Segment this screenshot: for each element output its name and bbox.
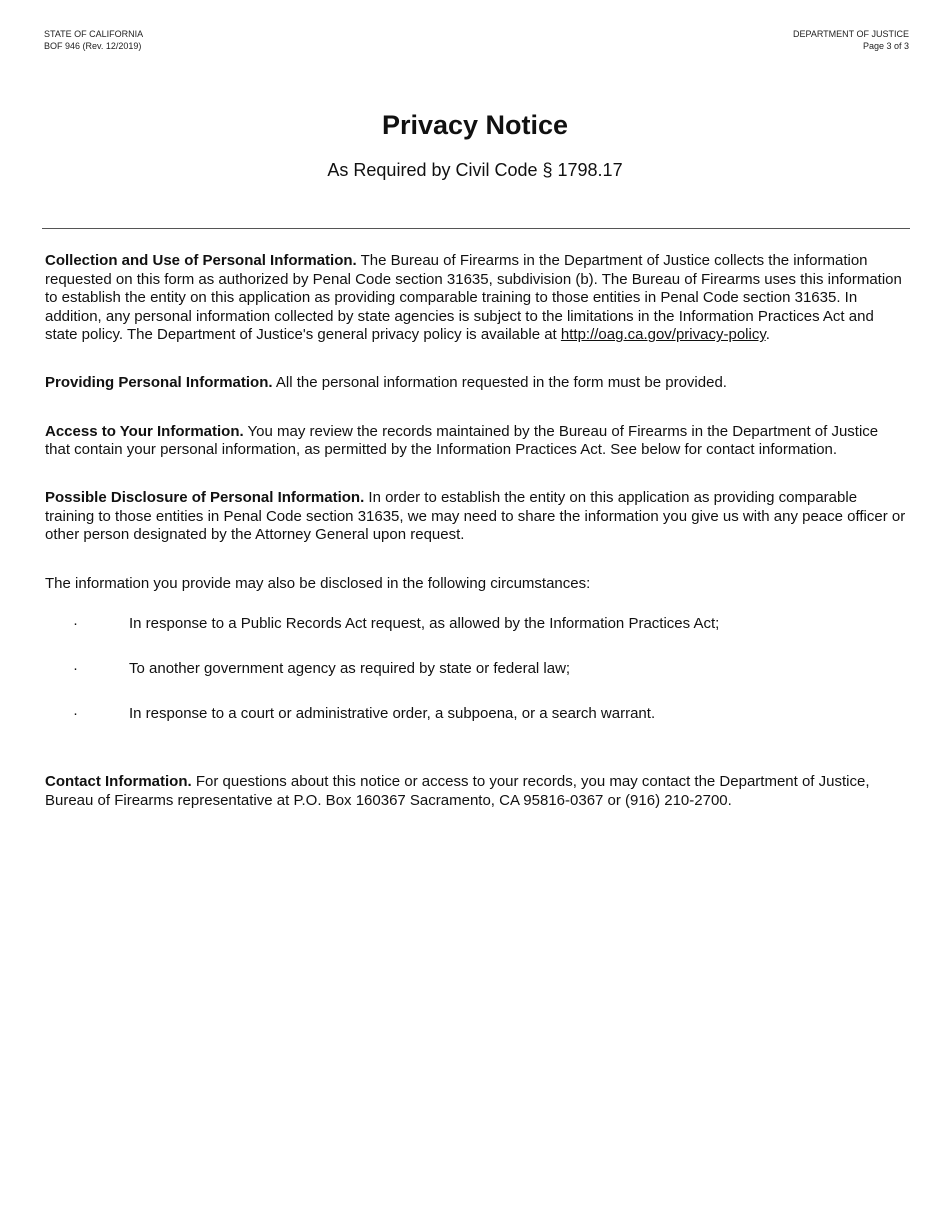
- privacy-policy-link[interactable]: http://oag.ca.gov/privacy-policy: [560, 326, 766, 344]
- page-subtitle: As Required by Civil Code § 1798.17: [327, 160, 623, 180]
- circumstances-list: [45, 615, 907, 750]
- bullet-marker: ·: [73, 615, 78, 633]
- providing-text: All the personal information requested in the form must be provided.: [272, 374, 727, 392]
- form-number: BOF 946 (Rev. 12/2019): [44, 41, 142, 51]
- notice-body: [45, 252, 907, 840]
- providing-heading: Providing Personal Information.: [45, 374, 273, 392]
- access-paragraph: [45, 423, 907, 460]
- list-item: [45, 705, 907, 750]
- collection-text: The Bureau of Firearms in the Department of Justice collects the information requested on this form as authorized by Penal Code section 31635, subdivision (b). The Bureau of Firearms uses this information to establish the entity on this application as providing comparable training to those entities in Penal Code section 31635. In addition, any personal information collected by state agencies is subject to the limitations in the Information Practices Act and state policy. The Department of Justice's general privacy policy is available at: [45, 252, 902, 344]
- disclosure-paragraph: [45, 489, 907, 545]
- collection-end: .: [765, 326, 770, 344]
- list-item-text: To another government agency as required by state or federal law;: [129, 660, 571, 678]
- access-text: You may review the records maintained by the Bureau of Firearms in the Department of Justice that contain your personal information, as permitted by the Information Practices Act. See below for contact information.: [45, 422, 879, 459]
- list-item-text: In response to a Public Records Act request, as allowed by the Information Practices Act;: [129, 615, 720, 633]
- page-title: Privacy Notice: [381, 110, 569, 140]
- contact-text: For questions about this notice or access to your records, you may contact the Department of Justice, Bureau of Firearms representative at P.O. Box 160367 Sacramento, CA 95816-0367 or (916) 210-2700.: [45, 773, 870, 809]
- list-item-text: In response to a court or administrative order, a subpoena, or a search warrant.: [129, 705, 656, 723]
- divider: [42, 228, 910, 229]
- collection-heading: Collection and Use of Personal Information.: [45, 252, 357, 269]
- list-item: [45, 660, 907, 705]
- page-number: Page 3 of 3: [862, 41, 909, 51]
- circumstances-intro: The information you provide may also be disclosed in the following circumstances:: [45, 574, 591, 592]
- form-header-right: [793, 28, 909, 52]
- collection-paragraph: [45, 252, 907, 345]
- disclosure-heading: Possible Disclosure of Personal Information.: [45, 489, 365, 507]
- state-label: STATE OF CALIFORNIA: [44, 29, 144, 39]
- providing-paragraph: [45, 374, 907, 393]
- department-label: DEPARTMENT OF JUSTICE: [792, 29, 909, 39]
- form-header-left: [44, 28, 143, 52]
- list-item: [45, 615, 907, 660]
- contact-heading: Contact Information.: [45, 773, 192, 791]
- access-heading: Access to Your Information.: [45, 422, 244, 440]
- contact-paragraph: [45, 773, 907, 810]
- disclosure-text: In order to establish the entity on this application as providing comparable training to those entities in Penal Code section 31635, we may need to share the information you give us with any peace officer or other person designated by the Attorney General upon request.: [45, 489, 906, 544]
- bullet-marker: ·: [73, 705, 78, 723]
- bullet-marker: ·: [73, 660, 78, 678]
